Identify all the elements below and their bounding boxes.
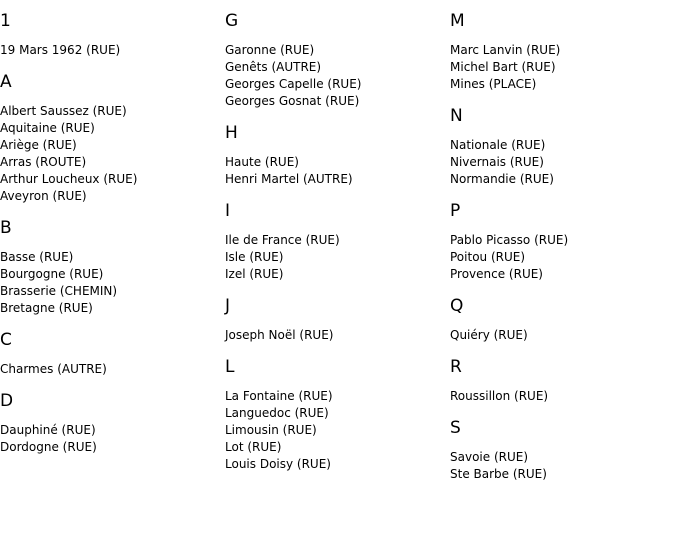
letter-group — [225, 200, 445, 283]
letter-group — [0, 329, 220, 378]
street-link[interactable]: Henri Martel (AUTRE) — [225, 172, 353, 186]
street-link[interactable]: Georges Gosnat (RUE) — [225, 94, 360, 108]
street-link[interactable]: La Fontaine (RUE) — [225, 389, 333, 403]
letter-group — [225, 122, 445, 188]
street-link[interactable]: Ste Barbe (RUE) — [450, 467, 547, 481]
street-list — [225, 154, 445, 188]
street-list — [450, 388, 670, 405]
street-link[interactable]: Arthur Loucheux (RUE) — [0, 172, 138, 186]
street-link[interactable]: Louis Doisy (RUE) — [225, 457, 331, 471]
letter-group — [450, 105, 670, 188]
street-link[interactable]: Genêts (AUTRE) — [225, 60, 322, 74]
street-link[interactable]: Nivernais (RUE) — [450, 155, 544, 169]
street-list — [225, 232, 445, 283]
letter-heading: P — [450, 201, 461, 221]
street-link[interactable]: Normandie (RUE) — [450, 172, 554, 186]
street-list — [0, 42, 220, 59]
street-link[interactable]: Basse (RUE) — [0, 250, 74, 264]
street-link[interactable]: Dauphiné (RUE) — [0, 423, 96, 437]
street-list — [225, 388, 445, 473]
street-link[interactable]: Nationale (RUE) — [450, 138, 546, 152]
street-link[interactable]: Bourgogne (RUE) — [0, 267, 104, 281]
letter-heading: J — [225, 296, 231, 316]
letter-heading: A — [0, 72, 12, 92]
street-link[interactable]: Isle (RUE) — [225, 250, 284, 264]
street-link[interactable]: Haute (RUE) — [225, 155, 299, 169]
street-link[interactable]: Aquitaine (RUE) — [0, 121, 95, 135]
street-list — [0, 422, 220, 456]
street-link[interactable]: Albert Saussez (RUE) — [0, 104, 127, 118]
letter-heading: H — [225, 123, 238, 143]
street-link[interactable]: Limousin (RUE) — [225, 423, 317, 437]
street-link[interactable]: Brasserie (CHEMIN) — [0, 284, 118, 298]
street-link[interactable]: Georges Capelle (RUE) — [225, 77, 362, 91]
street-link[interactable]: Quiéry (RUE) — [450, 328, 528, 342]
letter-group — [0, 217, 220, 317]
street-list — [450, 137, 670, 188]
street-list — [0, 103, 220, 205]
letter-group — [0, 10, 220, 59]
letter-group — [450, 356, 670, 405]
street-link[interactable]: Dordogne (RUE) — [0, 440, 97, 454]
street-link[interactable]: Izel (RUE) — [225, 267, 284, 281]
letter-heading: R — [450, 357, 462, 377]
street-list — [450, 327, 670, 344]
street-link[interactable]: Lot (RUE) — [225, 440, 282, 454]
street-list — [225, 42, 445, 110]
street-list — [450, 232, 670, 283]
street-link[interactable]: Provence (RUE) — [450, 267, 543, 281]
street-link[interactable]: Ile de France (RUE) — [225, 233, 340, 247]
street-link[interactable]: Savoie (RUE) — [450, 450, 529, 464]
letter-group — [225, 295, 445, 344]
letter-heading: Q — [450, 296, 464, 316]
letter-heading: G — [225, 11, 239, 31]
street-link[interactable]: Joseph Noël (RUE) — [225, 328, 334, 342]
street-list — [0, 361, 220, 378]
letter-heading: N — [450, 106, 463, 126]
letter-heading: 1 — [0, 11, 11, 31]
street-link[interactable]: Pablo Picasso (RUE) — [450, 233, 569, 247]
letter-group — [0, 390, 220, 456]
letter-heading: B — [0, 218, 12, 238]
street-link[interactable]: Arras (ROUTE) — [0, 155, 87, 169]
street-list — [450, 42, 670, 93]
letter-group — [225, 356, 445, 473]
letter-group — [450, 295, 670, 344]
letter-group — [450, 200, 670, 283]
street-index-column-2 — [225, 10, 445, 473]
street-link[interactable]: Roussillon (RUE) — [450, 389, 549, 403]
letter-group — [225, 10, 445, 110]
letter-group — [0, 71, 220, 205]
street-link[interactable]: Poitou (RUE) — [450, 250, 526, 264]
street-index-column-1 — [0, 10, 220, 456]
letter-heading: M — [450, 11, 465, 31]
street-link[interactable]: Garonne (RUE) — [225, 43, 315, 57]
street-list — [450, 449, 670, 483]
letter-group — [450, 10, 670, 93]
letter-group — [450, 417, 670, 483]
street-list — [225, 327, 445, 344]
street-link[interactable]: Languedoc (RUE) — [225, 406, 329, 420]
street-link[interactable]: Ariège (RUE) — [0, 138, 77, 152]
street-link[interactable]: Michel Bart (RUE) — [450, 60, 556, 74]
street-list — [0, 249, 220, 317]
letter-heading: L — [225, 357, 235, 377]
street-link[interactable]: Bretagne (RUE) — [0, 301, 93, 315]
street-link[interactable]: Charmes (AUTRE) — [0, 362, 107, 376]
letter-heading: S — [450, 418, 461, 438]
street-link[interactable]: Marc Lanvin (RUE) — [450, 43, 561, 57]
letter-heading: D — [0, 391, 14, 411]
street-link[interactable]: Aveyron (RUE) — [0, 189, 87, 203]
letter-heading: C — [0, 330, 12, 350]
letter-heading: I — [225, 201, 231, 221]
street-index-column-3 — [450, 10, 670, 483]
street-link[interactable]: 19 Mars 1962 (RUE) — [0, 43, 121, 57]
street-link[interactable]: Mines (PLACE) — [450, 77, 537, 91]
